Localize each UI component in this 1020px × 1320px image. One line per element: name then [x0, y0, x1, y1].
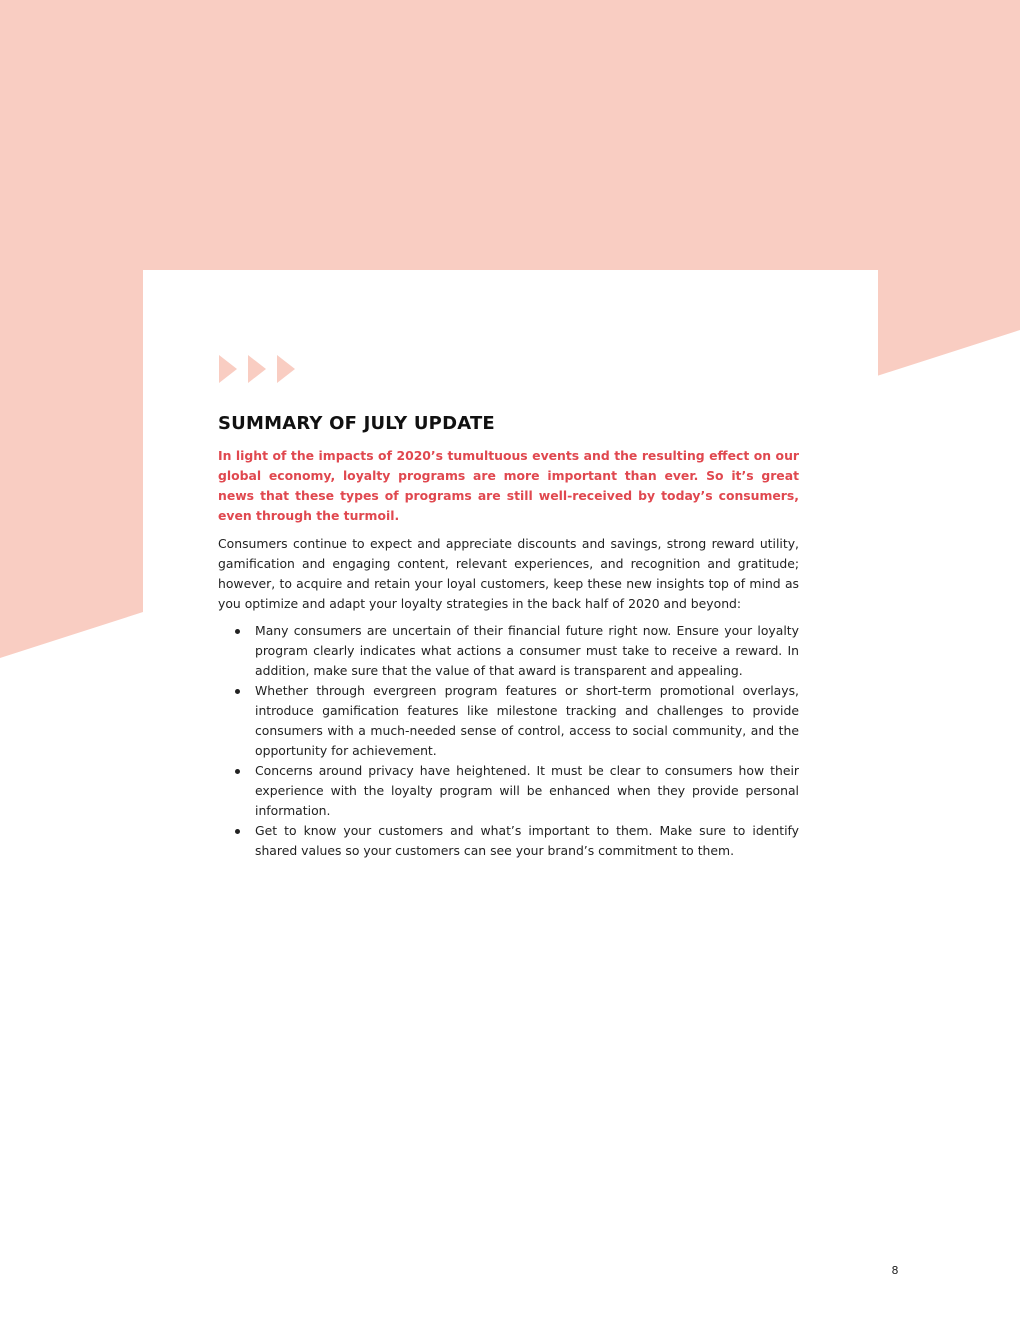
summary-section — [218, 412, 799, 861]
insights-list — [218, 621, 799, 861]
chevron-right-icon — [277, 355, 295, 383]
list-item-text: Many consumers are uncertain of their financial future right now. Ensure your loyalty program clearly indicates what actions a consumer must take to receive a reward. In addition, make sure that the value of that award is transparent and appealing. — [255, 623, 799, 678]
list-item — [218, 761, 799, 821]
list-item — [218, 821, 799, 861]
list-item — [218, 621, 799, 681]
bullet-icon — [235, 689, 240, 694]
bullet-icon — [235, 769, 240, 774]
chevron-right-icon — [248, 355, 266, 383]
body-paragraph: Consumers continue to expect and appreciate discounts and savings, strong reward utility, gamification and engaging content, relevant experiences, and recognition and gratitude; however, to acquire and retain your loyal customers, keep these new insights top of mind as you optimize and adapt your loyalty strategies in the back half of 2020 and beyond: — [218, 536, 799, 611]
list-item-text: Concerns around privacy have heightened. It must be clear to consumers how their experience with the loyalty program will be enhanced when they provide personal information. — [255, 763, 799, 818]
list-item-text: Get to know your customers and what’s important to them. Make sure to identify shared values so your customers can see your brand’s commitment to them. — [255, 823, 799, 858]
bullet-icon — [235, 629, 240, 634]
list-item-text: Whether through evergreen program features or short-term promotional overlays, introduce gamification features like milestone tracking and challenges to provide consumers with a much-needed sense of control, access to social community, and the opportunity for achievement. — [255, 683, 799, 758]
bullet-icon — [235, 829, 240, 834]
intro-paragraph: In light of the impacts of 2020’s tumultuous events and the resulting effect on our global economy, loyalty programs are more important than ever. So it’s great news that these types of programs are still well-received by today’s consumers, even through the turmoil. — [218, 448, 799, 523]
page-number: 8 — [891, 1264, 899, 1277]
triple-chevron-right-icon — [218, 354, 302, 384]
section-title: SUMMARY OF JULY UPDATE — [218, 413, 495, 434]
chevron-right-icon — [219, 355, 237, 383]
list-item — [218, 681, 799, 761]
